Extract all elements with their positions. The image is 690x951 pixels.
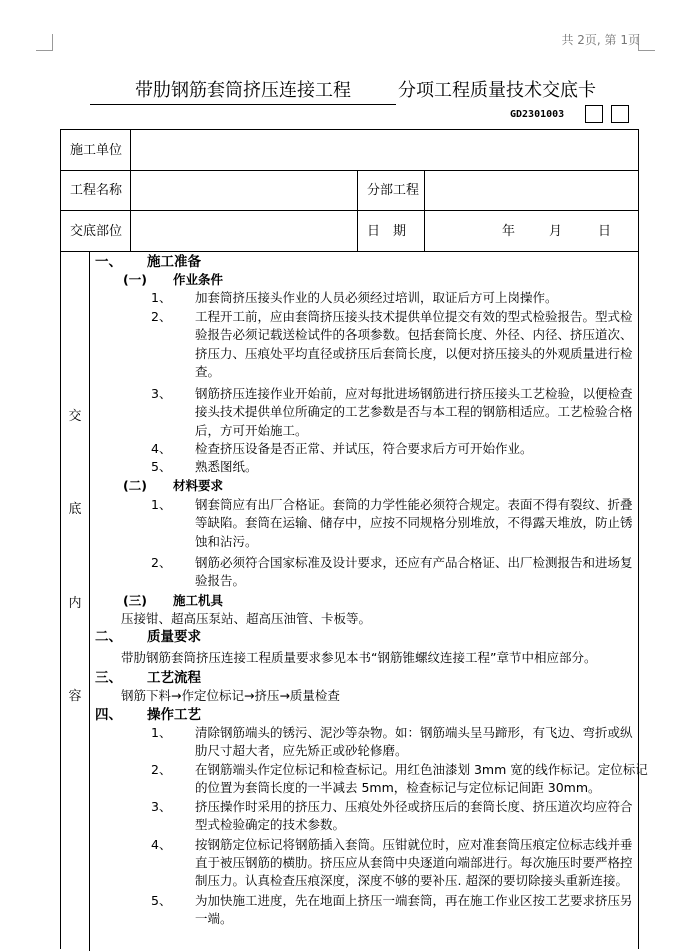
section-number: 四、: [95, 707, 122, 723]
subsection-number: (二): [123, 478, 147, 493]
item-number: 1、: [151, 497, 172, 512]
title-project: 带肋钢筋套筒挤压连接工程: [90, 76, 396, 105]
sub-project-label: 分部工程: [367, 183, 420, 198]
item-text: 查。: [195, 364, 221, 379]
item-number: 4、: [151, 837, 172, 852]
crop-mark-top-right: [638, 34, 655, 51]
item-number: 2、: [151, 762, 172, 777]
project-name-field[interactable]: [136, 174, 352, 207]
subsection-heading: 作业条件: [173, 272, 224, 287]
item-text: 挤压操作时采用的挤压力、压痕处外径或挤压后的套筒长度、挤压道次均应符合: [195, 799, 633, 814]
item-text: 检查挤压设备是否正常、并试压，符合要求后方可开始作业。: [195, 441, 533, 456]
project-name-label: 工程名称: [70, 183, 123, 198]
item-text: 熟悉图纸。: [195, 459, 258, 474]
side-label-char: 交: [68, 409, 82, 424]
section-heading: 操作工艺: [147, 707, 201, 723]
item-text: 蚀和沾污。: [195, 534, 258, 549]
section-heading: 工艺流程: [147, 670, 201, 686]
paragraph: 钢筋下料→作定位标记→挤压→质量检查: [121, 688, 340, 703]
item-text: 在钢筋端头作定位标记和检查标记。用红色油漆划 3mm 宽的线作标记。定位标记: [195, 762, 648, 777]
side-label-char: 底: [68, 502, 82, 517]
disclosure-part-field[interactable]: [136, 215, 352, 248]
item-text: 一端。: [195, 911, 233, 926]
item-number: 4、: [151, 441, 172, 456]
checkbox-2[interactable]: [611, 105, 629, 123]
item-number: 1、: [151, 725, 172, 740]
item-text: 肋尺寸超大者，应先矫正或砂轮修磨。: [195, 743, 408, 758]
item-number: 2、: [151, 309, 172, 324]
item-text: 后，方可开始施工。: [195, 423, 308, 438]
form-code: GD2301003: [510, 109, 565, 120]
item-text: 为加快施工进度，先在地面上挤压一端套筒，再在施工作业区按工艺要求挤压另: [195, 893, 633, 908]
construction-unit-label: 施工单位: [70, 143, 123, 158]
date-label: 日 期: [367, 224, 407, 239]
paragraph: 压接钳、超高压泵站、超高压油管、卡板等。: [121, 611, 372, 626]
item-text: 按钢筋定位标记将钢筋插入套筒。压钳就位时，应对准套筒压痕定位标志线并垂: [195, 837, 633, 852]
date-year: 年: [502, 224, 516, 239]
crop-mark-top-left: [36, 34, 53, 51]
item-text: 挤压力、压痕处平均直径或挤压后套筒长度，以便对挤压接头的外观质量进行检: [195, 346, 633, 361]
sub-project-field[interactable]: [429, 174, 635, 207]
subsection-heading: 施工机具: [173, 593, 224, 608]
page-count: 共 2页, 第 1页: [561, 33, 640, 47]
item-number: 5、: [151, 893, 172, 908]
section-number: 一、: [95, 254, 122, 270]
item-text: 的位置为套筒长度的一半减去 5mm，检查标记与定位标记间距 30mm。: [195, 780, 601, 795]
item-text: 型式检验确定的技术参数。: [195, 817, 346, 832]
subsection-number: (一): [123, 272, 147, 287]
date-day: 日: [598, 224, 612, 239]
title-suffix: 分项工程质量技术交底卡: [398, 80, 596, 101]
section-number: 二、: [95, 629, 122, 645]
item-text: 验报告必须记载送检试件的各项参数。包括套筒长度、外径、内径、挤压道次、: [195, 327, 633, 342]
side-label-char: 内: [68, 596, 82, 611]
item-text: 清除钢筋端头的锈污、泥沙等杂物。如：钢筋端头呈马蹄形，有飞边、弯折或纵: [195, 725, 633, 740]
item-text: 加套筒挤压接头作业的人员必须经过培训，取证后方可上岗操作。: [195, 290, 558, 305]
page-title: [90, 76, 620, 105]
construction-unit-field[interactable]: [136, 134, 636, 167]
subsection-number: (三): [123, 593, 147, 608]
date-month: 月: [549, 224, 563, 239]
subsection-heading: 材料要求: [173, 478, 224, 493]
section-heading: 施工准备: [147, 254, 201, 270]
item-number: 3、: [151, 799, 172, 814]
item-text: 验报告。: [195, 573, 246, 588]
disclosure-form-table: [60, 129, 648, 949]
item-text: 钢套筒应有出厂合格证。套筒的力学性能必须符合规定。表面不得有裂纹、折叠: [195, 497, 633, 512]
item-number: 5、: [151, 459, 172, 474]
side-label-char: 容: [68, 689, 82, 704]
item-text: 制压力。认真检查压痕深度，深度不够的要补压. 超深的要切除接头重新连接。: [195, 873, 628, 888]
section-heading: 质量要求: [147, 629, 201, 645]
section-number: 三、: [95, 670, 122, 686]
item-number: 2、: [151, 555, 172, 570]
item-text: 工程开工前，应由套筒挤压接头技术提供单位提交有效的型式检验报告。型式检: [195, 309, 633, 324]
item-number: 3、: [151, 386, 172, 401]
item-text: 等缺陷。套筒在运输、储存中，应按不同规格分别堆放，不得露天堆放，防止锈: [195, 515, 633, 530]
item-text: 钢筋必须符合国家标准及设计要求，还应有产品合格证、出厂检测报告和进场复: [195, 555, 633, 570]
item-text: 直于被压钢筋的横肋。挤压应从套筒中央逐道向端部进行。每次施压时要严格控: [195, 855, 633, 870]
item-number: 1、: [151, 290, 172, 305]
checkbox-1[interactable]: [585, 105, 603, 123]
paragraph: 带肋钢筋套筒挤压连接工程质量要求参见本书“钢筋锥螺纹连接工程”章节中相应部分。: [121, 650, 597, 665]
disclosure-part-label: 交底部位: [70, 224, 123, 239]
item-text: 钢筋挤压连接作业开始前，应对每批进场钢筋进行挤压接头工艺检验，以便检查: [195, 386, 633, 401]
item-text: 接头技术提供单位所确定的工艺参数是否与本工程的钢筋相适应。工艺检验合格: [195, 404, 633, 419]
